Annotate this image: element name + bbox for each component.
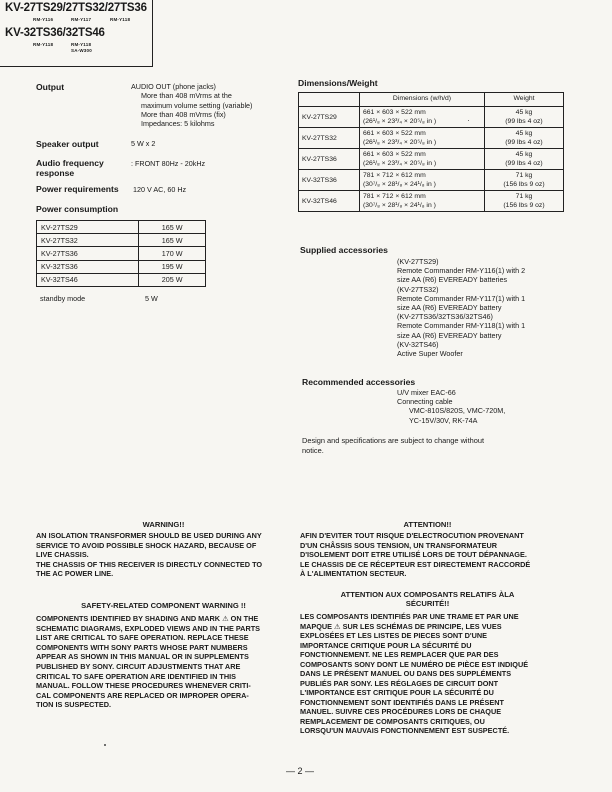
dims-cell — [360, 191, 485, 212]
dims-cell — [360, 170, 485, 191]
safety-line: MANUAL. FOLLOW THESE PROCEDURES WHENEVER CRITI- — [36, 681, 251, 691]
dims-inch: (30⁷/₈ × 28¹/₈ × 24¹/₈ in ) — [363, 202, 436, 209]
model-cell: KV-32TS46 — [37, 273, 139, 286]
safety-attention-line: L'IMPORTANCE EST CRITIQUE POUR LA SÉCURITÉ DU — [300, 688, 494, 697]
table-row — [37, 273, 206, 286]
supplied-line: Active Super Woofer — [397, 349, 463, 359]
safety-attention-title — [300, 590, 555, 608]
weight-kg: 71 kg — [515, 193, 533, 200]
header-cell — [299, 93, 360, 107]
safety-attention-text — [300, 612, 555, 736]
remote-code: RM-Y118 — [71, 42, 92, 47]
supplied-line: Remote Commander RM-Y118(1) with 1 — [397, 321, 526, 331]
model-header — [0, 0, 153, 67]
woofer-code: SA-W300 — [71, 48, 92, 53]
dims-cell — [360, 149, 485, 170]
dims-inch: (26¹/₈ × 23³/₄ × 20⁵/₈ in ) — [363, 118, 437, 125]
remote-code: RM-Y117 — [71, 17, 92, 22]
watts-cell: 195 W — [139, 260, 206, 273]
dims-cell — [360, 128, 485, 149]
note-line: notice. — [302, 446, 324, 455]
speaker-label: Speaker output — [36, 139, 99, 149]
weight-cell — [485, 128, 564, 149]
table-row — [299, 191, 564, 212]
safety-attention-title-line: ATTENTION AUX COMPOSANTS RELATIFS ÀLA — [340, 590, 515, 599]
audio-value: : FRONT 80Hz - 20kHz — [131, 159, 206, 168]
safety-line: APPEAR AS SHOWN IN THIS MANUAL OR IN SUPPLEMENTS — [36, 652, 249, 662]
watts-cell: 165 W — [139, 234, 206, 247]
model-cell: KV-32TS36 — [37, 260, 139, 273]
dims-inch: (26¹/₈ × 23³/₄ × 20⁵/₈ in ) — [363, 160, 437, 167]
audio-label-line: Audio frequency — [36, 158, 104, 168]
table-row — [37, 234, 206, 247]
model-cell: KV-27TS32 — [299, 128, 360, 149]
attention-line: À L'ALIMENTATION SECTEUR. — [300, 569, 407, 579]
weight-kg: 45 kg — [515, 109, 533, 116]
recommended-line: U/V mixer EAC-66 — [397, 388, 456, 397]
attention-line: LE CHASSIS DE CE RÉCEPTEUR EST DIRECTEMENT RACCORDÉ — [300, 559, 531, 569]
watts-cell: 165 W — [139, 221, 206, 234]
table-row — [37, 221, 206, 234]
supplied-line: size AA (R6) EVEREADY battery — [397, 330, 502, 340]
supplied-list — [397, 257, 525, 358]
power-cons-label: Power consumption — [36, 204, 119, 214]
supplied-line: size AA (R6) EVEREADY battery — [397, 303, 502, 313]
warning-line: SERVICE TO AVOID POSSIBLE SHOCK HAZARD, BECAUSE OF — [36, 540, 257, 550]
safety-attention-title-line: SÉCURITÉ!! — [405, 599, 450, 608]
warning-title: WARNING!! — [142, 520, 185, 529]
audio-label — [36, 159, 104, 178]
safety-attention-line: COMPOSANTS SONY DONT LE NUMÉRO DE PIÈCE EST INDIQUÉ — [300, 659, 529, 669]
model-line-1: KV-27TS29/27TS32/27TS36 — [5, 2, 147, 14]
safety-line: COMPONENTS IDENTIFIED BY SHADING AND MARK ⚠ ON THE — [36, 614, 259, 623]
weight-cell — [485, 170, 564, 191]
safety-warning-text — [36, 614, 291, 710]
table-row — [299, 128, 564, 149]
model-cell: KV-27TS36 — [299, 149, 360, 170]
recommended-list — [397, 388, 505, 425]
table-header-row — [299, 93, 564, 107]
warning-line: AN ISOLATION TRANSFORMER SHOULD BE USED DURING ANY — [36, 531, 262, 540]
safety-line: CAL COMPONENTS ARE REPLACED OR IMPROPER OPERA- — [36, 690, 249, 700]
safety-attention-line: FONCTIONNEMENT. NE LES REMPLACER QUE PAR DES — [300, 650, 499, 659]
page-number: — 2 — — [286, 766, 315, 776]
watts-cell: 170 W — [139, 247, 206, 260]
output-line: Impedances: 5 kilohms — [141, 119, 215, 129]
safety-attention-line: PUBLIÉS PAR SONY. LES RÉGLAGES DE CIRCUIT DONT — [300, 678, 499, 688]
recommended-title: Recommended accessories — [302, 377, 416, 387]
scan-speck — [104, 744, 106, 746]
output-line: More than 408 mVrms at the — [141, 91, 232, 101]
attention-line: D'ISOLEMENT DOIT ETRE UTILISÉ LORS DE TOUT DÉPANNAGE. — [300, 550, 527, 560]
output-line: maximum volume setting (variable) — [141, 100, 253, 110]
supplied-line: Remote Commander RM-Y116(1) with 2 — [397, 266, 526, 276]
dims-mm: 781 × 712 × 612 mm — [363, 193, 426, 200]
safety-attention-line: EXPLOSÉES ET LES LISTES DE PIECES SONT D'UNE — [300, 631, 488, 640]
dims-mm: 661 × 603 × 522 mm — [363, 109, 426, 116]
recommended-line: Connecting cable — [397, 397, 453, 407]
safety-attention-line: LES COMPOSANTS IDENTIFIÉS PAR UNE TRAME ET PAR UNE — [300, 612, 519, 621]
model-cell: KV-32TS46 — [299, 191, 360, 212]
table-row — [299, 107, 564, 128]
standby-label: standby mode — [40, 294, 86, 303]
speaker-value: 5 W x 2 — [131, 139, 156, 148]
model-cell: KV-27TS29 — [37, 221, 139, 234]
attention-title: ATTENTION!! — [403, 520, 452, 529]
safety-line: CRITICAL TO SAFE OPERATION ARE IDENTIFIED IN THIS — [36, 671, 236, 681]
weight-lbs: (156 lbs 9 oz) — [503, 202, 545, 209]
supplied-line: (KV-27TS29) — [397, 257, 439, 266]
standby-row — [40, 294, 210, 303]
dims-mm: 781 × 712 × 612 mm — [363, 172, 426, 179]
weight-cell — [485, 191, 564, 212]
attention-text — [300, 531, 555, 579]
safety-line: SCHEMATIC DIAGRAMS, EXPLODED VIEWS AND IN THE PARTS — [36, 623, 261, 633]
weight-cell — [485, 107, 564, 128]
model-line-2: KV-32TS36/32TS46 — [5, 27, 105, 39]
dimensions-table — [298, 92, 564, 212]
safety-attention-line: DANS LE PRÉSENT MANUEL OU DANS DES SUPPLÉMENTS — [300, 669, 512, 678]
attention-line: D'UN CHÂSSIS SOUS TENSION, UN TRANSFORMATEUR — [300, 540, 498, 550]
remote-code: RM-Y118 — [33, 42, 54, 47]
recommended-line: VMC-810S/820S, VMC-720M, — [409, 406, 506, 416]
remote-code: RM-Y116 — [33, 17, 54, 22]
safety-attention-line: MANUEL. SUIVRE CES PROCÉDURES LORS DE CHAQUE — [300, 707, 502, 716]
remote-code: RM-Y118 — [110, 17, 131, 22]
weight-lbs: (99 lbs 4 oz) — [505, 139, 543, 146]
power-req-label: Power requirements — [36, 184, 119, 194]
safety-line: LIST ARE CRITICAL TO SAFE OPERATION. REPLACE THESE — [36, 633, 249, 643]
model-cell: KV-27TS29 — [299, 107, 360, 128]
output-value — [131, 82, 252, 128]
warning-line: THE AC POWER LINE. — [36, 569, 114, 579]
supplied-line: (KV-27TS32) — [397, 284, 439, 294]
weight-lbs: (156 lbs 9 oz) — [503, 181, 545, 188]
safety-attention-line: FONCTIONNEMENT SONT IDENTIFIÉS DANS LE PRÉSENT — [300, 697, 504, 707]
scan-speck — [468, 120, 469, 121]
dims-inch: (30⁷/₈ × 28¹/₈ × 24¹/₈ in ) — [363, 181, 436, 188]
warning-text — [36, 531, 291, 579]
spec-change-note — [302, 436, 484, 456]
output-label: Output — [36, 82, 65, 92]
header-cell: Dimensions (w/h/d) — [360, 93, 485, 107]
safety-line: PUBLISHED BY SONY. CIRCUIT ADJUSTMENTS THAT ARE — [36, 661, 241, 671]
power-table — [36, 220, 206, 287]
table-row — [37, 247, 206, 260]
weight-cell — [485, 149, 564, 170]
power-req-value: 120 V AC, 60 Hz — [133, 185, 187, 194]
safety-attention-line: IMPORTANCE CRITIQUE POUR LA SÉCURITÉ DU — [300, 640, 472, 650]
model-cell: KV-27TS32 — [37, 234, 139, 247]
supplied-line: size AA (R6) EVEREADY batteries — [397, 275, 508, 285]
supplied-line: (KV-32TS46) — [397, 339, 439, 349]
weight-lbs: (99 lbs 4 oz) — [505, 160, 543, 167]
note-line: Design and specifications are subject to change without — [302, 436, 485, 445]
attention-line: AFIN D'EVITER TOUT RISQUE D'ELECTROCUTION PROVENANT — [300, 531, 524, 540]
warning-line: THE CHASSIS OF THIS RECEIVER IS DIRECTLY CONNECTED TO — [36, 559, 263, 569]
dims-mm: 661 × 603 × 522 mm — [363, 151, 426, 158]
supplied-line: (KV-27TS36/32TS36/32TS46) — [397, 312, 493, 322]
safety-line: COMPONENTS WITH SONY PARTS WHOSE PART NUMBERS — [36, 642, 248, 652]
output-line: More than 408 mVrms (fix) — [141, 109, 226, 119]
safety-attention-line: LORSQU'UN MAUVAIS FONCTIONNEMENT EST SUSPECTÉ. — [300, 726, 510, 735]
warning-line: LIVE CHASSIS. — [36, 550, 89, 560]
watts-cell: 205 W — [139, 273, 206, 286]
weight-lbs: (99 lbs 4 oz) — [505, 118, 543, 125]
weight-kg: 71 kg — [515, 172, 533, 179]
safety-warning-title: SAFETY-RELATED COMPONENT WARNING !! — [81, 601, 246, 610]
output-line: AUDIO OUT (phone jacks) — [131, 82, 216, 91]
safety-line: TION IS SUSPECTED. — [36, 700, 112, 710]
audio-label-line: response — [36, 167, 75, 178]
standby-value: 5 W — [145, 294, 158, 303]
supplied-line: Remote Commander RM-Y117(1) with 1 — [397, 293, 526, 303]
safety-attention-line: MAPQUE ⚠ SUR LES SCHÉMAS DE PRINCIPE, LES VUES — [300, 621, 502, 631]
safety-attention-line: REMPLACEMENT DE COMPOSANTS CRITIQUES, OU — [300, 716, 485, 726]
table-row — [299, 170, 564, 191]
weight-kg: 45 kg — [515, 130, 533, 137]
weight-kg: 45 kg — [515, 151, 533, 158]
dims-cell — [360, 107, 485, 128]
table-row — [299, 149, 564, 170]
table-row — [37, 260, 206, 273]
model-cell: KV-32TS36 — [299, 170, 360, 191]
model-cell: KV-27TS36 — [37, 247, 139, 260]
dims-inch: (26¹/₈ × 23³/₄ × 20⁵/₈ in ) — [363, 139, 437, 146]
recommended-line: YC-15V/30V, RK-74A — [409, 415, 478, 425]
dimensions-title: Dimensions/Weight — [298, 78, 378, 88]
dims-mm: 661 × 603 × 522 mm — [363, 130, 426, 137]
header-cell: Weight — [485, 93, 564, 107]
supplied-title: Supplied accessories — [300, 245, 388, 255]
